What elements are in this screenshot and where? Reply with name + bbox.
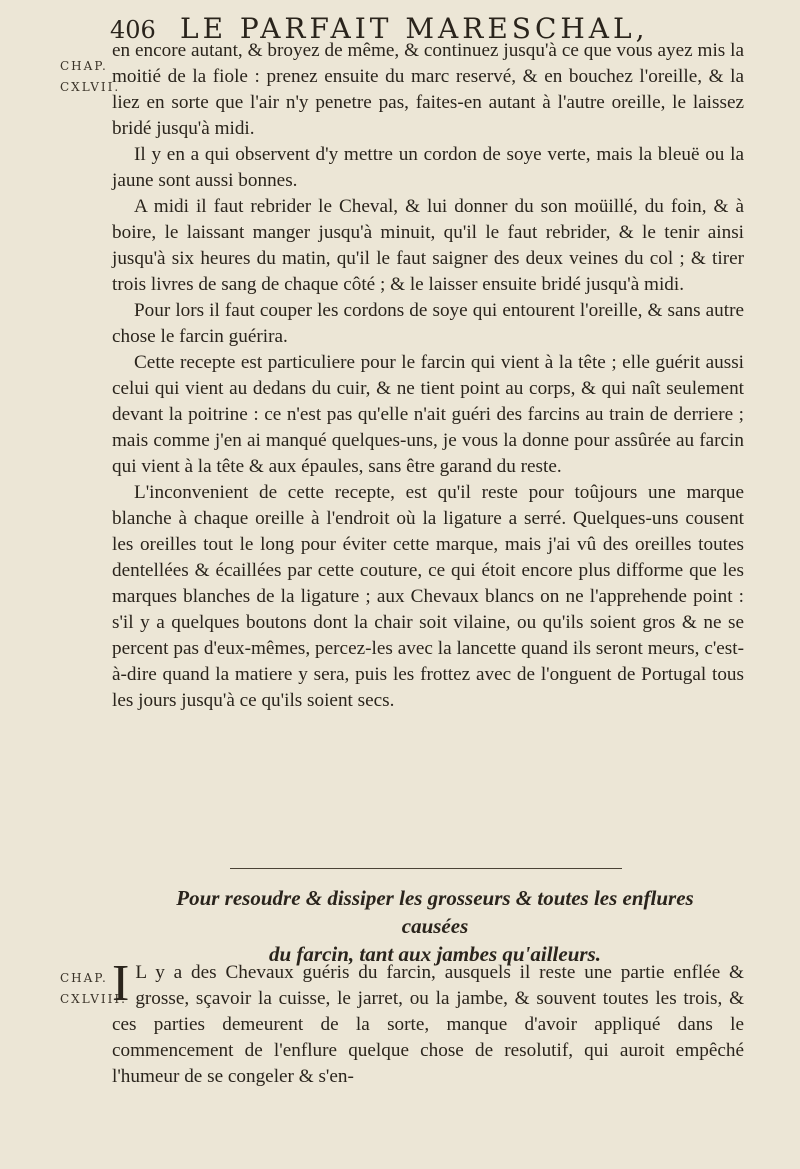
chapter-number: CXLVII. — [60, 80, 121, 94]
paragraph — [112, 955, 744, 1090]
paragraph: Il y en a qui observent d'y mettre un cordon de soye verte, mais la bleuë ou la jaune sont aussi bonnes. — [112, 144, 744, 191]
chapter-number: CXLVIII. — [60, 992, 127, 1006]
running-title: LE PARFAIT MARESCHAL, — [180, 12, 649, 45]
paragraph: Cette recepte est particuliere pour le farcin qui vient à la tête ; elle guérit aussi celui qui vient au dedans du cuir, & ne tient point au corps, & qui naît seulement devant la poitrine : ce n'est pas qu'elle n'ait guéri des farcins au train de derriere ; mais comme j'en ai manqué quelques-uns, je vous la donne pour assûrée au farcin qui vient à la tête & aux épaules, sans être garand du reste. — [112, 352, 744, 477]
paragraph: A midi il faut rebrider le Cheval, & lui donner du son moüillé, du foin, & à boire, le laissant manger jusqu'à minuit, qu'il le faut rebrider, & le tenir ainsi jusqu'à six heures du matin, qu'il le faut saigner des deux veines du col ; & tirer trois livres de sang de chaque côté ; & le laisser ensuite bridé jusqu'à midi. — [112, 196, 744, 295]
paragraph: Pour lors il faut couper les cordons de soye qui entourent l'oreille, & sans autre chose le farcin guérira. — [112, 300, 744, 347]
paragraph: L'inconvenient de cette recepte, est qu'il reste pour toûjours une marque blanche à chaque oreille à l'endroit où la ligature a serré. Quelques-uns cousent les oreilles tout le long pour éviter cette marque, mais j'ai vû des oreilles toutes dentellées & écaillées par cette couture, ce qui étoit encore plus difforme que les marques blanches de la ligature ; aux Chevaux blancs on ne l'apprehende point : s'il y a quelques boutons dont la chair soit vilaine, ou qu'ils soient gros & ne se percent pas d'eux-mêmes, percez-les avec la lancette quand ils seront meurs, c'est-à-dire quand la matiere y sera, puis les frottez avec de l'onguent de Portugal tous les jours jusqu'à ce qu'ils soient secs. — [112, 482, 744, 711]
chapter-label: CHAP. — [60, 971, 108, 985]
drop-cap: I — [112, 955, 130, 1012]
paragraph: en encore autant, & broyez de même, & continuez jusqu'à ce que vous ayez mis la moitié de la fiole : prenez ensuite du marc reservé, & en bouchez l'oreille, & la liez en sorte que l'air n'y penetre pas, faites-en autant à l'autre oreille, le laissez bridé jusqu'à midi. — [112, 40, 744, 139]
section-heading — [150, 884, 720, 968]
chapter-label: CHAP. — [60, 59, 108, 73]
section-divider — [230, 868, 622, 869]
heading-line: du farcin, tant aux jambes qu'ailleurs. — [269, 942, 601, 966]
page-number: 406 — [110, 16, 156, 44]
paragraph-text: L y a des Chevaux guéris du farcin, ausquels il reste une partie enflée & grosse, sçavoir la cuisse, le jarret, ou la jambe, & souvent toutes les trois, & ces parties demeurent de la sorte, manque d'avoir appliqué dans le commencement de l'enflure quelque chose de resolutif, qui auroit empêché l'humeur de se congeler & s'en- — [112, 962, 744, 1087]
main-text — [112, 38, 744, 714]
section-text — [112, 955, 744, 1090]
heading-line: Pour resoudre & dissiper les grosseurs & toutes les enflures causées — [176, 886, 694, 938]
